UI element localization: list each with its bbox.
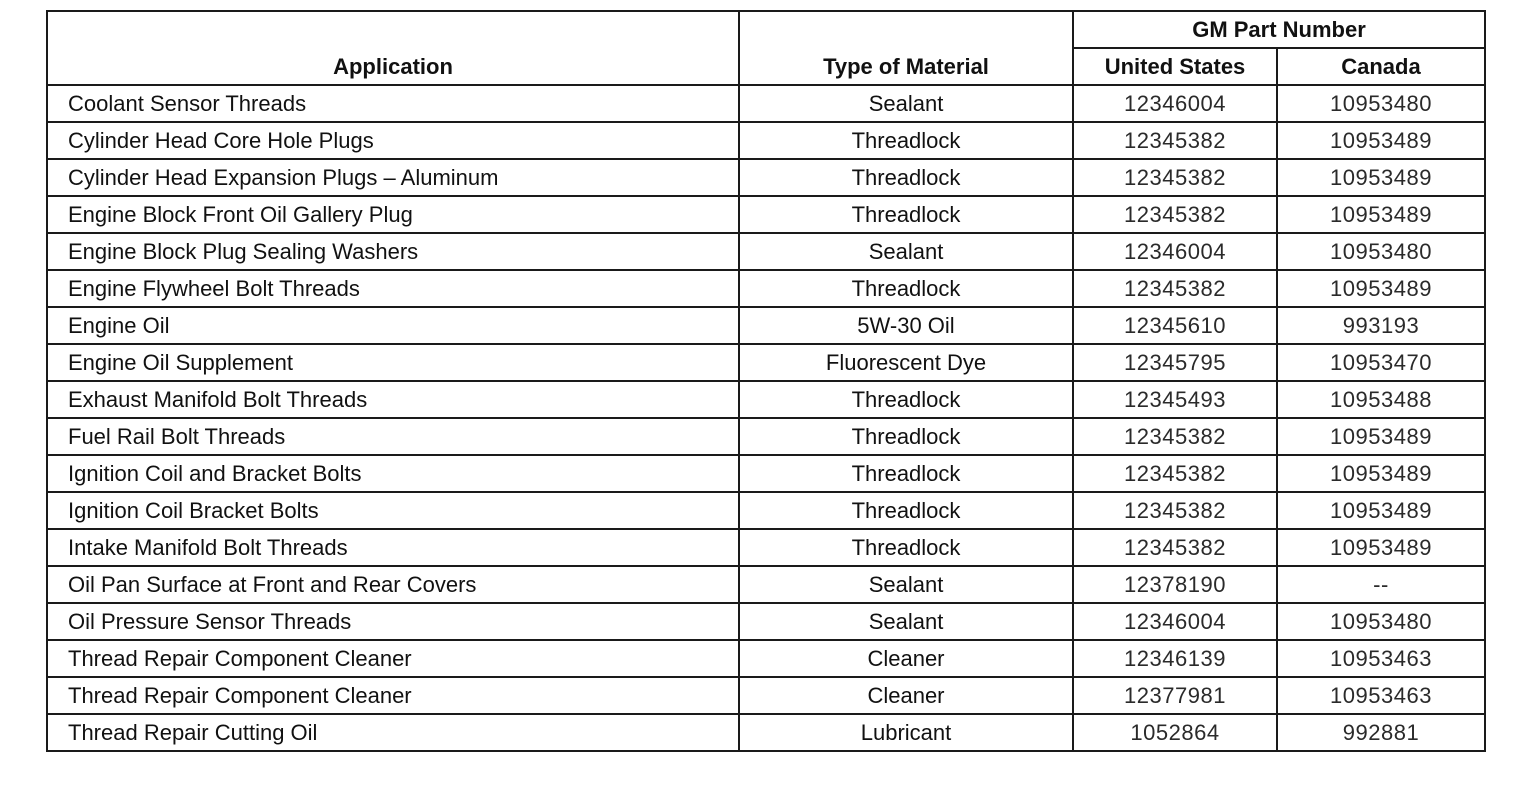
material-cell: Threadlock (739, 196, 1073, 233)
material-cell: Threadlock (739, 492, 1073, 529)
table-row (47, 640, 1485, 677)
material-cell: Threadlock (739, 381, 1073, 418)
material-cell: Sealant (739, 603, 1073, 640)
us-part-number-cell: 12346139 (1073, 640, 1277, 677)
parts-table-container (46, 10, 1486, 752)
canada-part-number-cell: 10953480 (1277, 603, 1485, 640)
canada-part-number-cell: 10953489 (1277, 122, 1485, 159)
us-part-number-cell: 12345382 (1073, 529, 1277, 566)
table-body (47, 85, 1485, 751)
table-row (47, 270, 1485, 307)
material-cell: Threadlock (739, 455, 1073, 492)
canada-part-number-cell: 10953489 (1277, 492, 1485, 529)
application-cell: Cylinder Head Expansion Plugs – Aluminum (47, 159, 739, 196)
canada-part-number-cell: 10953489 (1277, 270, 1485, 307)
us-part-number-cell: 12378190 (1073, 566, 1277, 603)
column-header-united-states: United States (1073, 48, 1277, 85)
application-cell: Engine Flywheel Bolt Threads (47, 270, 739, 307)
table-row (47, 85, 1485, 122)
application-cell: Thread Repair Cutting Oil (47, 714, 739, 751)
material-cell: Threadlock (739, 418, 1073, 455)
application-cell: Engine Oil (47, 307, 739, 344)
us-part-number-cell: 1052864 (1073, 714, 1277, 751)
table-row (47, 233, 1485, 270)
application-cell: Engine Block Plug Sealing Washers (47, 233, 739, 270)
canada-part-number-cell: 993193 (1277, 307, 1485, 344)
table-row (47, 159, 1485, 196)
application-cell: Ignition Coil Bracket Bolts (47, 492, 739, 529)
column-header-canada: Canada (1277, 48, 1485, 85)
table-row (47, 122, 1485, 159)
material-cell: 5W-30 Oil (739, 307, 1073, 344)
application-cell: Thread Repair Component Cleaner (47, 677, 739, 714)
us-part-number-cell: 12346004 (1073, 233, 1277, 270)
application-cell: Coolant Sensor Threads (47, 85, 739, 122)
material-cell: Threadlock (739, 122, 1073, 159)
us-part-number-cell: 12346004 (1073, 603, 1277, 640)
sealers-adhesives-lubricants-table (46, 10, 1486, 752)
canada-part-number-cell: 10953463 (1277, 677, 1485, 714)
canada-part-number-cell: 10953463 (1277, 640, 1485, 677)
us-part-number-cell: 12345382 (1073, 122, 1277, 159)
application-cell: Thread Repair Component Cleaner (47, 640, 739, 677)
table-row (47, 529, 1485, 566)
table-row (47, 455, 1485, 492)
application-cell: Ignition Coil and Bracket Bolts (47, 455, 739, 492)
material-cell: Fluorescent Dye (739, 344, 1073, 381)
us-part-number-cell: 12345382 (1073, 418, 1277, 455)
material-cell: Cleaner (739, 677, 1073, 714)
us-part-number-cell: 12346004 (1073, 85, 1277, 122)
table-row (47, 566, 1485, 603)
us-part-number-cell: 12345382 (1073, 159, 1277, 196)
us-part-number-cell: 12345382 (1073, 270, 1277, 307)
us-part-number-cell: 12345382 (1073, 196, 1277, 233)
us-part-number-cell: 12345493 (1073, 381, 1277, 418)
table-row (47, 677, 1485, 714)
us-part-number-cell: 12345795 (1073, 344, 1277, 381)
application-cell: Fuel Rail Bolt Threads (47, 418, 739, 455)
table-row (47, 492, 1485, 529)
application-cell: Oil Pressure Sensor Threads (47, 603, 739, 640)
canada-part-number-cell: -- (1277, 566, 1485, 603)
material-cell: Threadlock (739, 159, 1073, 196)
canada-part-number-cell: 10953489 (1277, 455, 1485, 492)
application-cell: Oil Pan Surface at Front and Rear Covers (47, 566, 739, 603)
table-header-row-top (47, 11, 1485, 48)
column-header-gm-part-number: GM Part Number (1073, 11, 1485, 48)
column-header-material: Type of Material (739, 11, 1073, 85)
material-cell: Sealant (739, 233, 1073, 270)
material-cell: Sealant (739, 85, 1073, 122)
us-part-number-cell: 12345610 (1073, 307, 1277, 344)
us-part-number-cell: 12377981 (1073, 677, 1277, 714)
material-cell: Threadlock (739, 529, 1073, 566)
table-row (47, 344, 1485, 381)
canada-part-number-cell: 10953470 (1277, 344, 1485, 381)
canada-part-number-cell: 10953489 (1277, 529, 1485, 566)
application-cell: Exhaust Manifold Bolt Threads (47, 381, 739, 418)
table-row (47, 418, 1485, 455)
canada-part-number-cell: 10953480 (1277, 85, 1485, 122)
canada-part-number-cell: 10953489 (1277, 196, 1485, 233)
application-cell: Engine Block Front Oil Gallery Plug (47, 196, 739, 233)
material-cell: Threadlock (739, 270, 1073, 307)
table-row (47, 307, 1485, 344)
table-row (47, 714, 1485, 751)
material-cell: Cleaner (739, 640, 1073, 677)
material-cell: Sealant (739, 566, 1073, 603)
material-cell: Lubricant (739, 714, 1073, 751)
table-row (47, 196, 1485, 233)
table-row (47, 603, 1485, 640)
canada-part-number-cell: 10953489 (1277, 159, 1485, 196)
application-cell: Engine Oil Supplement (47, 344, 739, 381)
application-cell: Intake Manifold Bolt Threads (47, 529, 739, 566)
column-header-application: Application (47, 11, 739, 85)
canada-part-number-cell: 992881 (1277, 714, 1485, 751)
canada-part-number-cell: 10953480 (1277, 233, 1485, 270)
us-part-number-cell: 12345382 (1073, 455, 1277, 492)
us-part-number-cell: 12345382 (1073, 492, 1277, 529)
canada-part-number-cell: 10953489 (1277, 418, 1485, 455)
application-cell: Cylinder Head Core Hole Plugs (47, 122, 739, 159)
table-row (47, 381, 1485, 418)
canada-part-number-cell: 10953488 (1277, 381, 1485, 418)
